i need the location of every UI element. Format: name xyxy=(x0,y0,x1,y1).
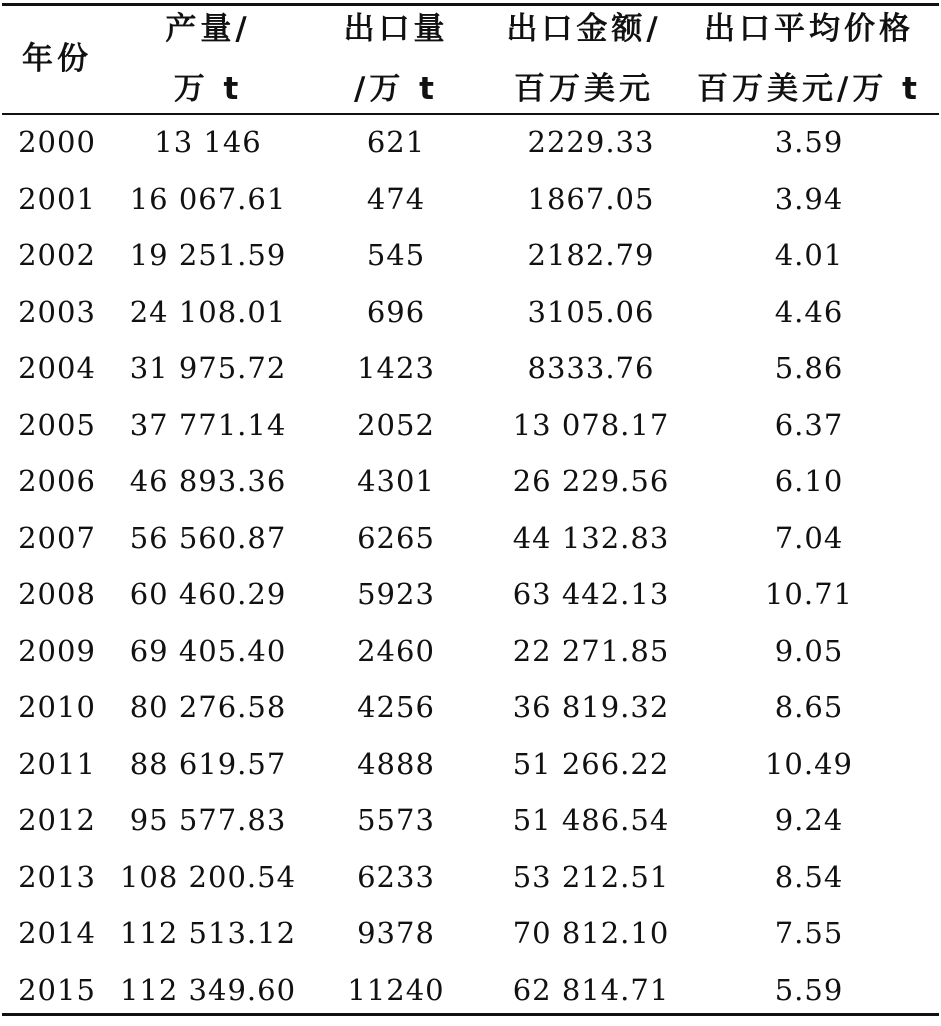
header-export-qty-line1: 出口量 xyxy=(344,14,449,45)
table-row xyxy=(0,857,941,914)
cell-avg-price: 9.24 xyxy=(775,800,844,857)
table-row xyxy=(0,405,941,462)
cell-year: 2000 xyxy=(18,122,96,179)
cell-avg-price: 6.37 xyxy=(775,405,844,462)
table-row xyxy=(0,970,941,1026)
cell-export-value: 3105.06 xyxy=(528,292,655,349)
cell-production: 56 560.87 xyxy=(130,518,287,575)
cell-production: 108 200.54 xyxy=(120,857,296,914)
cell-export-qty: 2460 xyxy=(357,631,435,688)
cell-year: 2009 xyxy=(18,631,96,688)
cell-year: 2003 xyxy=(18,292,96,349)
cell-export-qty: 9378 xyxy=(357,913,435,970)
cell-year: 2012 xyxy=(18,800,96,857)
table-row xyxy=(0,744,941,801)
cell-export-value: 51 486.54 xyxy=(513,800,670,857)
cell-year: 2006 xyxy=(18,461,96,518)
table-row xyxy=(0,292,941,349)
cell-export-value: 36 819.32 xyxy=(513,687,670,744)
cell-avg-price: 7.55 xyxy=(775,913,844,970)
cell-production: 112 513.12 xyxy=(120,913,296,970)
cell-avg-price: 8.54 xyxy=(775,857,844,914)
cell-export-qty: 621 xyxy=(367,122,425,179)
cell-production: 69 405.40 xyxy=(130,631,287,688)
cell-avg-price: 4.01 xyxy=(775,235,844,292)
cell-year: 2010 xyxy=(18,687,96,744)
table-row xyxy=(0,235,941,292)
table-row xyxy=(0,348,941,405)
cell-export-value: 1867.05 xyxy=(528,179,655,236)
cell-avg-price: 6.10 xyxy=(775,461,844,518)
header-export-value-line2: 百万美元 xyxy=(514,74,654,105)
header-production-line1: 产量/ xyxy=(165,14,250,45)
cell-avg-price: 3.94 xyxy=(775,179,844,236)
cell-production: 37 771.14 xyxy=(130,405,287,462)
header-avg-price-line2: 百万美元/万 t xyxy=(697,74,921,105)
table-row xyxy=(0,179,941,236)
cell-export-value: 13 078.17 xyxy=(513,405,670,462)
table-row xyxy=(0,913,941,970)
cell-export-qty: 5923 xyxy=(357,574,435,631)
cell-export-qty: 4256 xyxy=(357,687,435,744)
cell-export-qty: 6265 xyxy=(357,518,435,575)
cell-avg-price: 10.49 xyxy=(765,744,853,801)
cell-export-value: 22 271.85 xyxy=(513,631,670,688)
cell-export-qty: 5573 xyxy=(357,800,435,857)
cell-export-value: 26 229.56 xyxy=(513,461,670,518)
table-row xyxy=(0,631,941,688)
cell-production: 80 276.58 xyxy=(130,687,287,744)
cell-production: 112 349.60 xyxy=(120,970,296,1026)
cell-avg-price: 9.05 xyxy=(775,631,844,688)
cell-export-value: 53 212.51 xyxy=(513,857,670,914)
cell-year: 2002 xyxy=(18,235,96,292)
cell-avg-price: 7.04 xyxy=(775,518,844,575)
cell-export-qty: 474 xyxy=(367,179,425,236)
cell-export-qty: 1423 xyxy=(357,348,435,405)
cell-production: 88 619.57 xyxy=(130,744,287,801)
cell-export-qty: 545 xyxy=(367,235,425,292)
cell-year: 2005 xyxy=(18,405,96,462)
cell-export-value: 2229.33 xyxy=(528,122,655,179)
cell-production: 13 146 xyxy=(154,122,261,179)
table-row xyxy=(0,518,941,575)
cell-production: 95 577.83 xyxy=(130,800,287,857)
cell-export-qty: 2052 xyxy=(357,405,435,462)
cell-avg-price: 5.86 xyxy=(775,348,844,405)
cell-year: 2015 xyxy=(18,970,96,1026)
cell-export-value: 63 442.13 xyxy=(513,574,670,631)
header-production-line2: 万 t xyxy=(174,74,243,105)
cell-avg-price: 10.71 xyxy=(765,574,853,631)
table-top-rule xyxy=(2,3,939,6)
cell-export-value: 2182.79 xyxy=(528,235,655,292)
table-row xyxy=(0,800,941,857)
cell-year: 2011 xyxy=(18,744,96,801)
header-export-value-line1: 出口金额/ xyxy=(506,14,661,45)
cell-export-qty: 4888 xyxy=(357,744,435,801)
cell-avg-price: 8.65 xyxy=(775,687,844,744)
table-row xyxy=(0,574,941,631)
cell-export-value: 51 266.22 xyxy=(513,744,670,801)
cell-year: 2001 xyxy=(18,179,96,236)
cell-export-qty: 4301 xyxy=(357,461,435,518)
cell-export-qty: 11240 xyxy=(347,970,444,1026)
header-avg-price-line1: 出口平均价格 xyxy=(704,14,914,45)
cell-year: 2008 xyxy=(18,574,96,631)
cell-avg-price: 3.59 xyxy=(775,122,844,179)
cell-year: 2007 xyxy=(18,518,96,575)
table-row xyxy=(0,461,941,518)
cell-year: 2013 xyxy=(18,857,96,914)
header-export-qty-line2: /万 t xyxy=(354,74,438,105)
cell-export-value: 62 814.71 xyxy=(513,970,670,1026)
table-row xyxy=(0,687,941,744)
table-row xyxy=(0,122,941,179)
cell-production: 31 975.72 xyxy=(130,348,287,405)
cell-production: 46 893.36 xyxy=(130,461,287,518)
cell-production: 60 460.29 xyxy=(130,574,287,631)
cell-year: 2004 xyxy=(18,348,96,405)
cell-production: 24 108.01 xyxy=(130,292,287,349)
cell-avg-price: 5.59 xyxy=(775,970,844,1026)
header-rule xyxy=(2,113,939,115)
header-year: 年份 xyxy=(22,44,92,75)
cell-year: 2014 xyxy=(18,913,96,970)
cell-avg-price: 4.46 xyxy=(775,292,844,349)
cell-production: 16 067.61 xyxy=(130,179,287,236)
cell-export-value: 44 132.83 xyxy=(513,518,670,575)
cell-production: 19 251.59 xyxy=(130,235,287,292)
cell-export-value: 8333.76 xyxy=(528,348,655,405)
cell-export-value: 70 812.10 xyxy=(513,913,670,970)
table-bottom-rule xyxy=(2,1013,939,1016)
cell-export-qty: 6233 xyxy=(357,857,435,914)
cell-export-qty: 696 xyxy=(367,292,425,349)
table-body xyxy=(0,122,941,1026)
